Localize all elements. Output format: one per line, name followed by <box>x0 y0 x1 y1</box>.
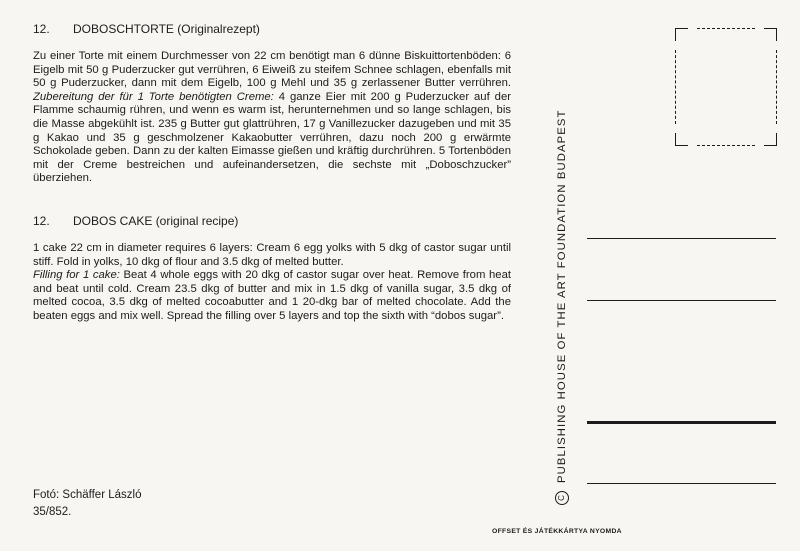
english-recipe-text <box>33 242 511 324</box>
publisher-name: PUBLISHING HOUSE OF THE ART FOUNDATION BUDAPEST <box>556 109 568 483</box>
english-heading <box>33 214 238 228</box>
english-recipe-number: 12. <box>33 214 50 228</box>
german-heading <box>33 22 260 36</box>
copyright-icon: C <box>555 491 569 505</box>
german-text-italic: Zubereitung der für 1 Torte benötigten Creme: <box>33 90 274 103</box>
printer-imprint: OFFSET ÉS JÁTÉKKÁRTYA NYOMDA <box>492 528 622 535</box>
english-text-part-2: Beat 4 whole eggs with 20 dkg of castor sugar over heat. Remove from heat and beat until cold. Cream 23.5 dkg of butter and mix in 1.5 dkg of vanilla sugar, 3.5 dkg of melted cocoa, 3.5 dkg of melted cocoabutter and 1 20-dkg bar of melted chocolate. Add the beaten eggs and mix well. Spread the filling over 5 layers and top the sixth with “dobos sugar”. <box>33 269 512 322</box>
german-recipe-text <box>33 50 511 186</box>
address-line-4 <box>587 483 776 484</box>
german-text-part-1: Zu einer Torte mit einem Durchmesser von 22 cm benötigt man 6 dünne Biskuittortenböden: 6 Eigelb mit 50 g Puderzucker gut verrühren, 6 Eiweiß zu steifem Schnee schlagen, ebenfalls mit 50 g Puderzucker, dann mit dem Eigelb, 100 g Mehl und 35 g zerlassener Butter verrühren. <box>33 50 511 90</box>
address-line-3 <box>587 421 776 424</box>
german-recipe-title: DOBOSCHTORTE (Originalrezept) <box>73 22 260 36</box>
english-text-part-1: 1 cake 22 cm in diameter requires 6 layers: Cream 6 egg yolks with 5 dkg of castor sugar until stiff. Fold in yolks, 10 dkg of flour and 3.5 dkg of melted butter. <box>33 242 511 268</box>
english-recipe-title: DOBOS CAKE (original recipe) <box>73 214 239 228</box>
stamp-placeholder <box>675 28 777 146</box>
photo-credit: Fotó: Schäffer László <box>33 489 142 501</box>
german-text-part-2: 4 ganze Eier mit 200 g Puderzucker auf der Flamme schaumig rühren, und wenn es warm ist, herunternehmen und so lange schlagen, bis die Masse abgekühlt ist. 235 g Butter gut glattrühren, 17 g Vanillezucker dazugeben und mit 35 g Kakao und 35 g geschmolzener Kakaobutter verrühren, dazu noch 200 g erwärmte Schokolade geben. Dann zu der kalten Eimasse gießen und kräftig durchrühren. 5 Tortenböden mit der Creme bestreichen und aufeinandersetzen, die sechste mit „Doboschzucker” überziehen. <box>33 90 511 185</box>
address-line-2 <box>587 300 776 301</box>
publisher-vertical-text <box>551 100 573 505</box>
card-code: 35/852. <box>33 506 72 518</box>
german-recipe-number: 12. <box>33 22 50 36</box>
english-text-italic: Filling for 1 cake: <box>33 269 120 282</box>
address-line-1 <box>587 238 776 239</box>
